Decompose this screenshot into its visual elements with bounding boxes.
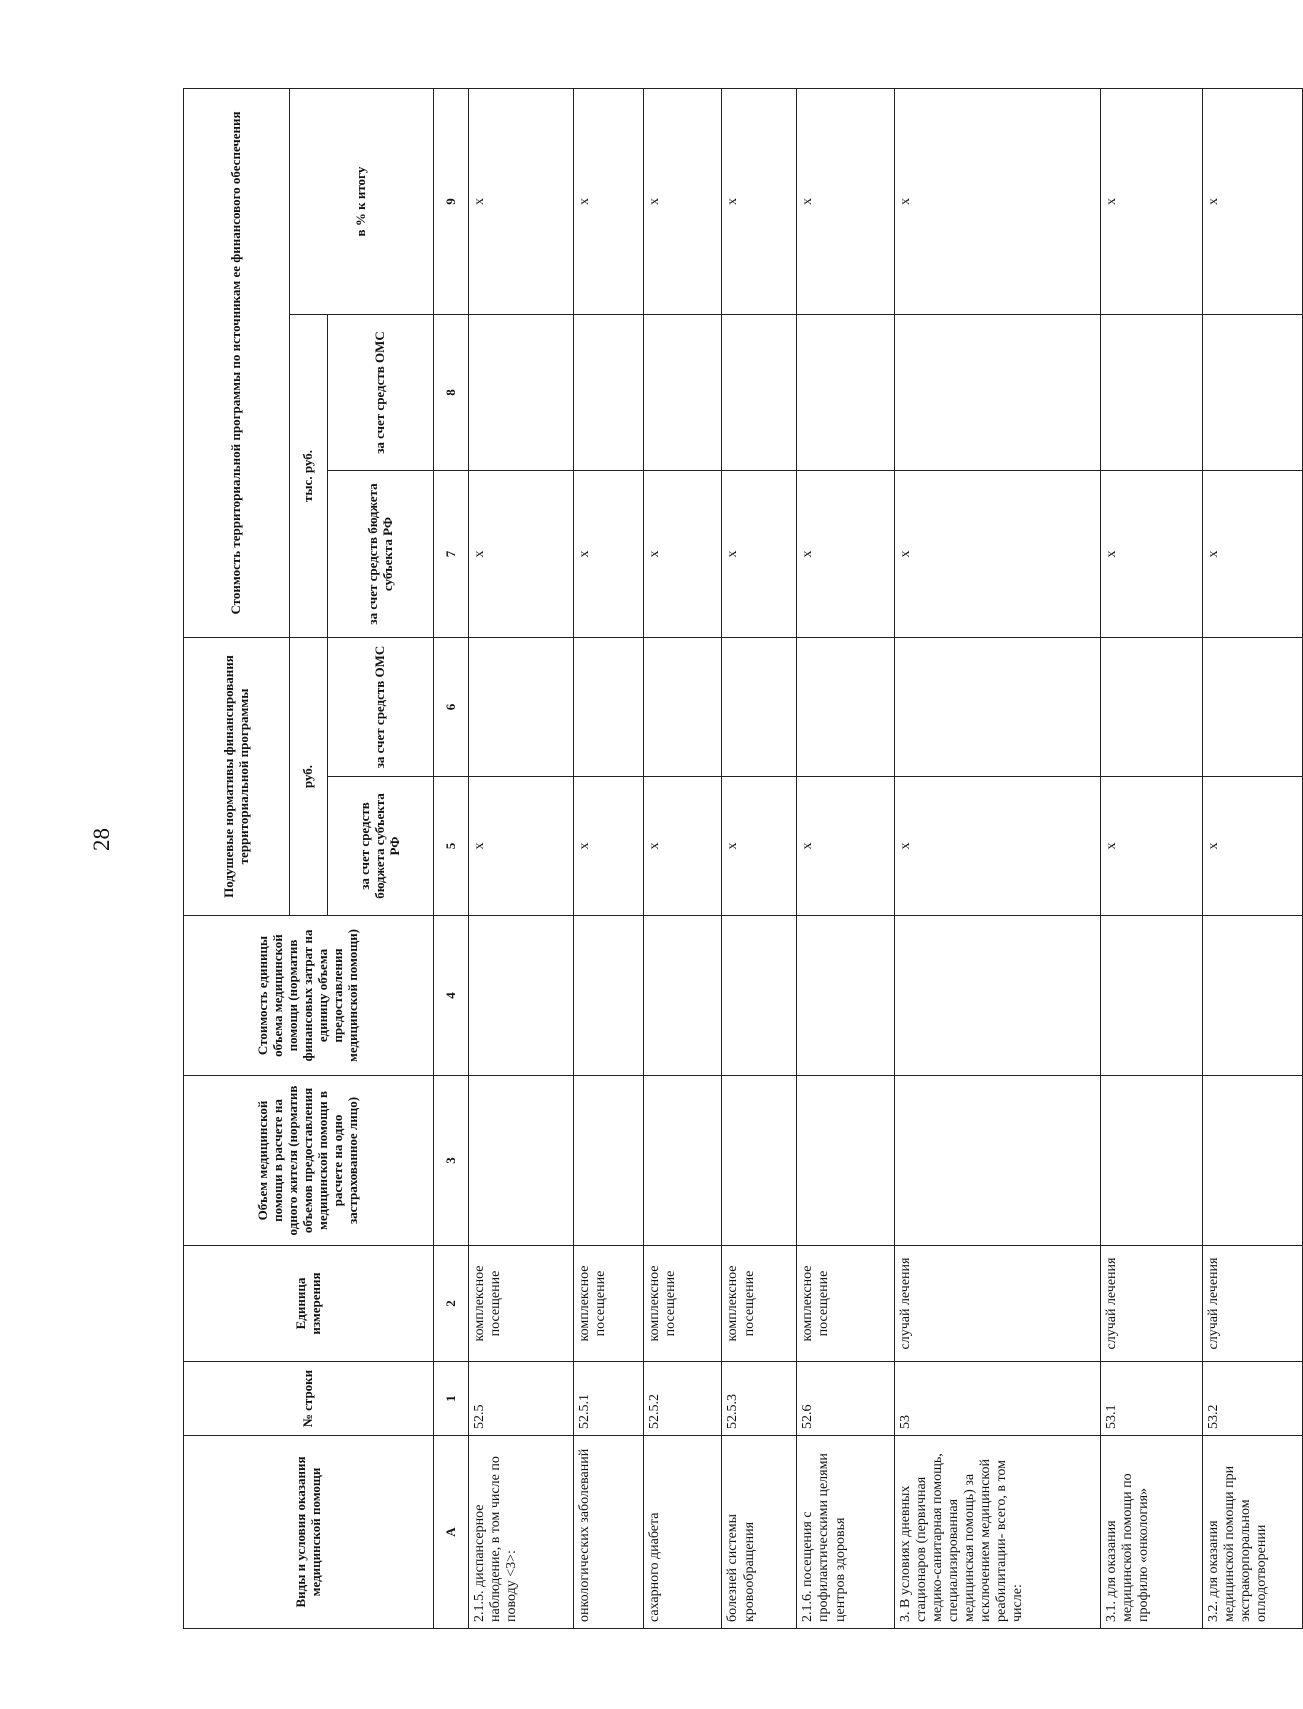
column-number: 8 xyxy=(434,315,469,471)
cell-unit-cost xyxy=(1100,916,1202,1076)
cell-volume xyxy=(894,1076,1100,1246)
row-name: сахарного диабета xyxy=(643,1436,722,1629)
cell-budget-total: x xyxy=(1203,471,1303,638)
cell-budget-per-capita: x xyxy=(797,777,894,916)
cell-percent: x xyxy=(1100,89,1202,315)
row-unit: комплексное посещение xyxy=(797,1246,894,1362)
header-oms-per-capita: за счет средств ОМС xyxy=(328,638,434,777)
cell-budget-total: x xyxy=(1100,471,1202,638)
cell-percent: x xyxy=(1203,89,1303,315)
cell-oms-total xyxy=(797,315,894,471)
row-name: 3.1. для оказания медицинской помощи по профилю «онкология» xyxy=(1100,1436,1202,1629)
cell-volume xyxy=(797,1076,894,1246)
table-row xyxy=(643,89,722,1629)
cell-budget-per-capita: x xyxy=(1100,777,1202,916)
header-oms-total: за счет средств ОМС xyxy=(328,315,434,471)
table-row xyxy=(722,89,797,1629)
header-unit: Единица измерения xyxy=(184,1246,434,1362)
cell-oms-per-capita xyxy=(894,638,1100,777)
cell-percent: x xyxy=(894,89,1100,315)
column-number: 1 xyxy=(434,1362,469,1436)
cell-oms-total xyxy=(1100,315,1202,471)
column-number: 6 xyxy=(434,638,469,777)
row-unit: комплексное посещение xyxy=(643,1246,722,1362)
cell-volume xyxy=(469,1076,574,1246)
cell-percent: x xyxy=(722,89,797,315)
rotated-table-container xyxy=(183,89,1303,1629)
cell-budget-total: x xyxy=(797,471,894,638)
cell-budget-per-capita: x xyxy=(573,777,643,916)
cell-oms-total xyxy=(722,315,797,471)
cell-oms-total xyxy=(469,315,574,471)
row-number: 52.5.2 xyxy=(643,1362,722,1436)
header-unit-cost: Стоимость единицы объема медицинской помощи (норматив финансовых затрат на единицу объема предоставления медицинской помощи) xyxy=(184,916,434,1076)
row-number: 53.2 xyxy=(1203,1362,1303,1436)
row-number: 52.6 xyxy=(797,1362,894,1436)
row-number: 52.5.3 xyxy=(722,1362,797,1436)
cell-volume xyxy=(573,1076,643,1246)
cell-budget-total: x xyxy=(469,471,574,638)
cell-oms-total xyxy=(643,315,722,471)
cell-oms-per-capita xyxy=(643,638,722,777)
cell-unit-cost xyxy=(469,916,574,1076)
row-number: 53 xyxy=(894,1362,1100,1436)
column-number: 5 xyxy=(434,777,469,916)
cell-oms-per-capita xyxy=(573,638,643,777)
page-number: 28 xyxy=(89,828,114,851)
cell-budget-per-capita: x xyxy=(894,777,1100,916)
header-per-capita-norms: Подушевые нормативы финансирования территориальной программы xyxy=(184,638,290,916)
cell-volume xyxy=(643,1076,722,1246)
cell-oms-total xyxy=(894,315,1100,471)
cell-percent: x xyxy=(573,89,643,315)
table-row xyxy=(1100,89,1202,1629)
header-percent: в % к итогу xyxy=(290,89,434,315)
table-row xyxy=(469,89,574,1629)
row-name: 3.2. для оказания медицинской помощи при экстракорпоральном оплодотворении xyxy=(1203,1436,1303,1629)
cell-percent: x xyxy=(797,89,894,315)
financing-table xyxy=(183,88,1303,1629)
row-name: 2.1.5. диспансерное наблюдение, в том числе по поводу <3>: xyxy=(469,1436,574,1629)
cell-oms-per-capita xyxy=(1100,638,1202,777)
cell-budget-per-capita: x xyxy=(1203,777,1303,916)
cell-budget-per-capita: x xyxy=(643,777,722,916)
column-number: 9 xyxy=(434,89,469,315)
row-unit: комплексное посещение xyxy=(722,1246,797,1362)
cell-oms-per-capita xyxy=(722,638,797,777)
cell-unit-cost xyxy=(894,916,1100,1076)
header-row-number: № строки xyxy=(184,1362,434,1436)
table-row xyxy=(894,89,1100,1629)
cell-unit-cost xyxy=(573,916,643,1076)
row-number: 52.5 xyxy=(469,1362,574,1436)
cell-oms-total xyxy=(573,315,643,471)
cell-volume xyxy=(722,1076,797,1246)
row-unit: случай лечения xyxy=(1203,1246,1303,1362)
table-row xyxy=(573,89,643,1629)
cell-oms-total xyxy=(1203,315,1303,471)
header-volume: Объем медицинской помощи в расчете на одного жителя (норматив объемов предоставления медицинской помощи в расчете на одно застрахованное лицо) xyxy=(184,1076,434,1246)
row-number: 53.1 xyxy=(1100,1362,1202,1436)
cell-unit-cost xyxy=(722,916,797,1076)
column-number: 7 xyxy=(434,471,469,638)
header-types: Виды и условия оказания медицинской помощи xyxy=(184,1436,434,1629)
row-name: 2.1.6. посещения с профилактическими целями центров здоровья xyxy=(797,1436,894,1629)
column-number-row xyxy=(434,89,469,1629)
cell-budget-total: x xyxy=(573,471,643,638)
cell-budget-total: x xyxy=(722,471,797,638)
cell-budget-per-capita: x xyxy=(722,777,797,916)
cell-volume xyxy=(1203,1076,1303,1246)
cell-unit-cost xyxy=(797,916,894,1076)
column-number: 4 xyxy=(434,916,469,1076)
header-program-cost: Стоимость территориальной программы по источникам ее финансового обеспечения xyxy=(184,89,290,638)
row-unit: комплексное посещение xyxy=(573,1246,643,1362)
cell-oms-per-capita xyxy=(1203,638,1303,777)
cell-oms-per-capita xyxy=(469,638,574,777)
cell-percent: x xyxy=(469,89,574,315)
row-number: 52.5.1 xyxy=(573,1362,643,1436)
table-row xyxy=(1203,89,1303,1629)
header-budget-per-capita: за счет средств бюджета субъекта РФ xyxy=(328,777,434,916)
column-number: 2 xyxy=(434,1246,469,1362)
row-name: онкологических заболеваний xyxy=(573,1436,643,1629)
row-unit: случай лечения xyxy=(1100,1246,1202,1362)
cell-unit-cost xyxy=(1203,916,1303,1076)
row-unit: комплексное посещение xyxy=(469,1246,574,1362)
table-row xyxy=(797,89,894,1629)
cell-oms-per-capita xyxy=(797,638,894,777)
column-number: А xyxy=(434,1436,469,1629)
cell-unit-cost xyxy=(643,916,722,1076)
header-thousand-rub: тыс. руб. xyxy=(290,315,328,638)
row-name: 3. В условиях дневных стационаров (первичная медико-санитарная помощь, специализированная медицинская помощь) за исключением медицинской реабилитации- всего, в том числе: xyxy=(894,1436,1100,1629)
header-budget-total: за счет средств бюджета субъекта РФ xyxy=(328,471,434,638)
cell-volume xyxy=(1100,1076,1202,1246)
column-number: 3 xyxy=(434,1076,469,1246)
cell-percent: x xyxy=(643,89,722,315)
row-unit: случай лечения xyxy=(894,1246,1100,1362)
row-name: болезней системы кровообращения xyxy=(722,1436,797,1629)
cell-budget-total: x xyxy=(894,471,1100,638)
cell-budget-total: x xyxy=(643,471,722,638)
header-rub: руб. xyxy=(290,638,328,916)
cell-budget-per-capita: x xyxy=(469,777,574,916)
